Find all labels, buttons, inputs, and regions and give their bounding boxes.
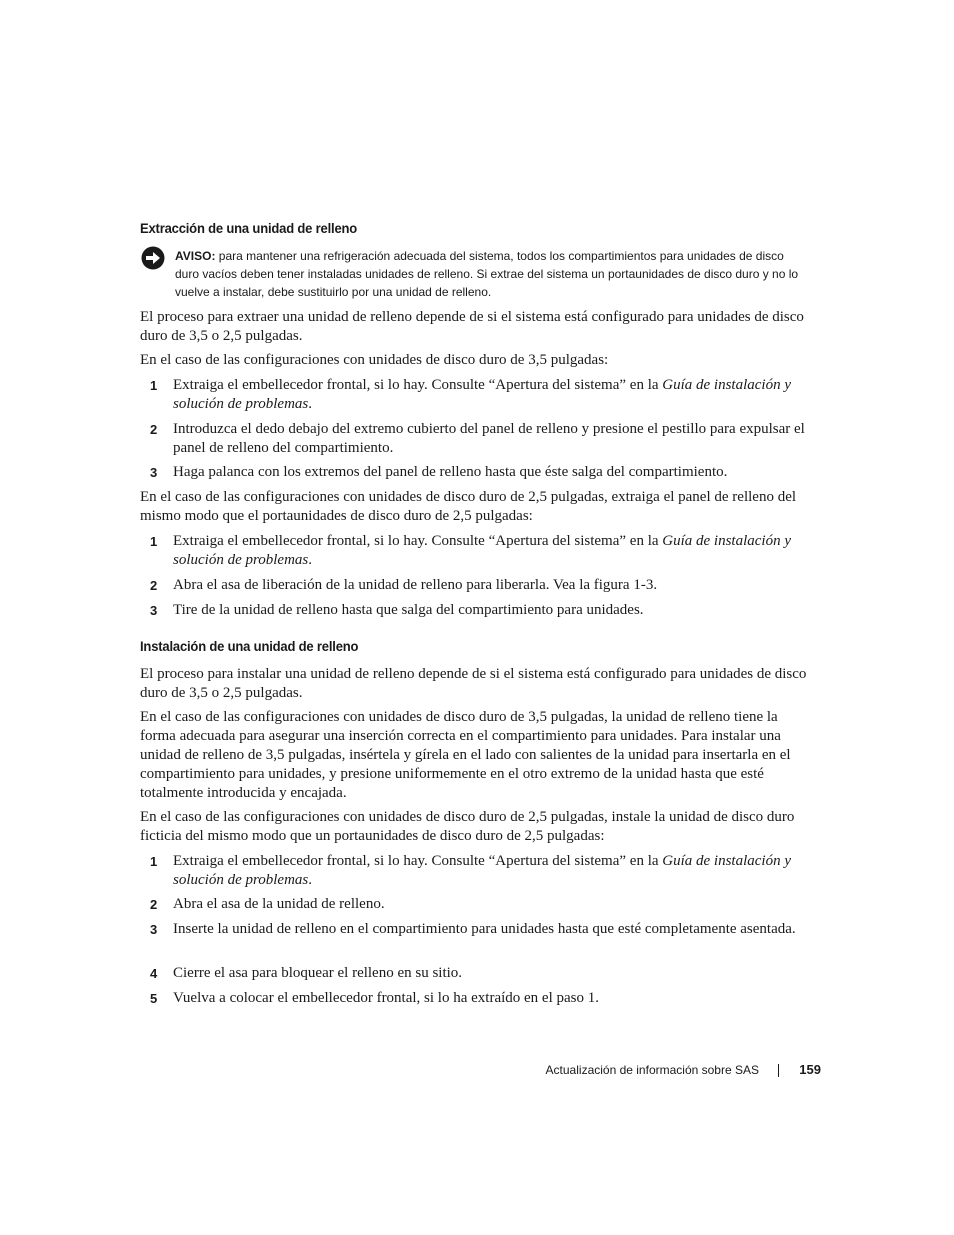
step-text: Tire de la unidad de relleno hasta que salga del compartimiento para unidades. <box>173 602 644 618</box>
step-text: Extraiga el embellecedor frontal, si lo hay. Consulte “Apertura del sistema” en la Guía de instalación y solución de problemas. <box>173 377 791 412</box>
page-footer <box>500 1061 821 1081</box>
paragraph-config25-intro: En el caso de las configuraciones con unidades de disco duro de 2,5 pulgadas, extraiga el panel de relleno del mismo modo que el portaunidades de disco duro de 2,5 pulgadas: <box>140 489 797 524</box>
step-text: Introduzca el dedo debajo del extremo cubierto del panel de relleno y presione el pestillo para expulsar el panel de relleno del compartimiento. <box>173 421 805 456</box>
paragraph-config35-intro: En el caso de las configuraciones con unidades de disco duro de 3,5 pulgadas: <box>140 352 609 368</box>
notice-box <box>140 246 820 302</box>
footer-separator <box>778 1064 779 1077</box>
paragraph-intro-extraction: El proceso para extraer una unidad de relleno depende de si el sistema está configurado para unidades de disco duro de 3,5 o 2,5 pulgadas. <box>140 309 804 344</box>
step-number: 2 <box>150 897 158 912</box>
paragraph-intro-installation: El proceso para instalar una unidad de relleno depende de si el sistema está configurado para unidades de disco duro de 3,5 o 2,5 pulgadas. <box>140 666 807 701</box>
step-text: Vuelva a colocar el embellecedor frontal, si lo ha extraído en el paso 1. <box>173 990 600 1006</box>
step-text: Cierre el asa para bloquear el relleno en su sitio. <box>173 965 463 981</box>
section-heading-installation: Instalación de una unidad de relleno <box>140 638 359 654</box>
step-number: 3 <box>150 922 158 937</box>
step-number: 1 <box>150 854 158 869</box>
step-number: 3 <box>150 465 158 480</box>
step-number: 1 <box>150 534 158 549</box>
step-number: 2 <box>150 578 158 593</box>
step-number: 5 <box>150 991 158 1006</box>
notice-label: AVISO: <box>175 249 216 263</box>
step-number: 2 <box>150 422 158 437</box>
step-number: 1 <box>150 378 158 393</box>
paragraph-config25-installation: En el caso de las configuraciones con unidades de disco duro de 2,5 pulgadas, instale la unidad de disco duro ficticia del mismo modo que un portaunidades de disco duro de 2,5 pulgadas: <box>140 809 795 844</box>
notice-text: para mantener una refrigeración adecuada del sistema, todos los compartimientos para unidades de disco duro vacíos deben tener instaladas unidades de relleno. Si extrae del sistema un portaunidades de disco duro y no lo vuelve a instalar, debe sustituirlo por una unidad de relleno. <box>175 249 799 299</box>
step-text: Extraiga el embellecedor frontal, si lo hay. Consulte “Apertura del sistema” en la Guía de instalación y solución de problemas. <box>173 533 791 568</box>
step-text: Inserte la unidad de relleno en el compartimiento para unidades hasta que esté completamente asentada. <box>173 921 796 937</box>
footer-title: Actualización de información sobre SAS <box>545 1063 759 1077</box>
step-text: Extraiga el embellecedor frontal, si lo hay. Consulte “Apertura del sistema” en la Guía de instalación y solución de problemas. <box>173 853 791 888</box>
notice-arrow-icon <box>141 246 165 270</box>
step-text: Abra el asa de liberación de la unidad de relleno para liberarla. Vea la figura 1-3. <box>173 577 658 593</box>
step-text: Haga palanca con los extremos del panel de relleno hasta que éste salga del compartimiento. <box>173 464 728 480</box>
page-number: 159 <box>799 1062 821 1077</box>
section-heading-extraction: Extracción de una unidad de relleno <box>140 220 358 236</box>
notice-text-block <box>175 247 805 301</box>
step-number: 3 <box>150 603 158 618</box>
step-number: 4 <box>150 966 158 981</box>
paragraph-config35-installation: En el caso de las configuraciones con unidades de disco duro de 3,5 pulgadas, la unidad de relleno tiene la forma adecuada para asegurar una inserción correcta en el compartimiento para unidades. Para instalar una unidad de relleno de 3,5 pulgadas, insértela y gírela en el lado con salientes de la unidad para insertarla en el compartimiento para unidades, y presione uniformemente en el otro extremo de la unidad hasta que esté totalmente introducida y encajada. <box>140 709 791 801</box>
step-text: Abra el asa de la unidad de relleno. <box>173 896 385 912</box>
